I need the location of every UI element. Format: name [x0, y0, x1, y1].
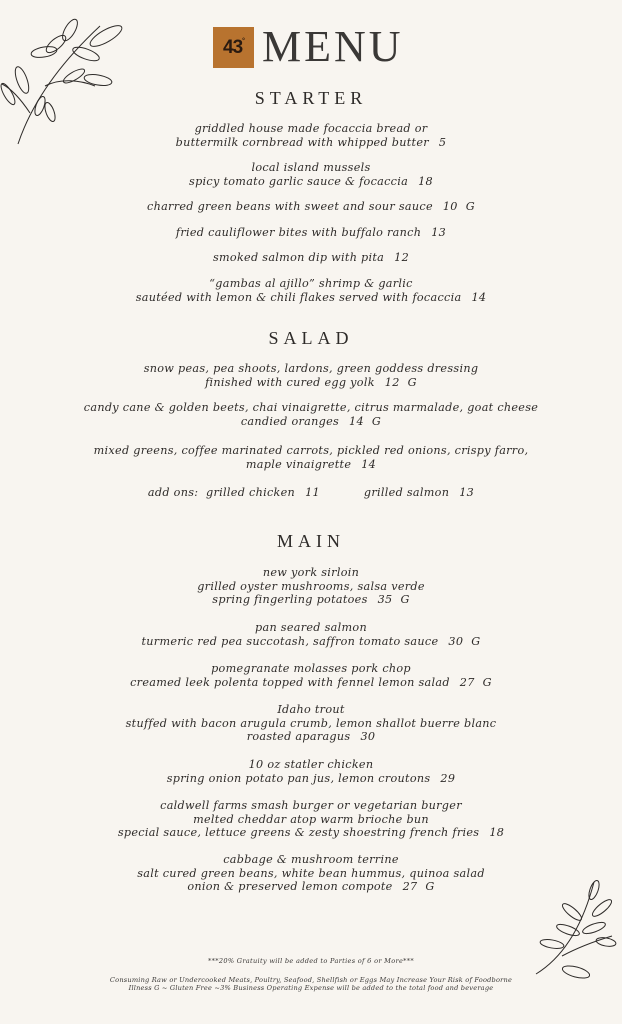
menu-item — [0, 401, 622, 428]
item-line: special sauce, lettuce greens & zesty shoestring french fries — [117, 826, 480, 839]
item-price: 27 — [402, 880, 418, 893]
menu-item — [0, 161, 622, 188]
item-line: fried cauliflower bites with buffalo ranch — [175, 226, 422, 239]
item-line: smoked salmon dip with pita — [212, 251, 385, 264]
item-line: spring onion potato pan jus, lemon croutons — [166, 771, 431, 785]
item-price: 14 — [471, 290, 487, 304]
logo-number: 43 — [223, 37, 243, 58]
add-on-chicken: grilled chicken — [206, 486, 296, 499]
item-price: 13 — [431, 226, 447, 239]
item-price: 27 — [459, 675, 475, 689]
item-line: snow peas, pea shoots, lardons, green goddess dressing — [143, 362, 479, 375]
item-line: onion & preserved lemon compote — [187, 880, 393, 893]
leaf-branch-icon — [532, 878, 618, 986]
item-price: 12 — [394, 251, 409, 264]
item-price: 12 — [384, 375, 400, 389]
item-line: pomegranate molasses pork chop — [211, 662, 411, 675]
warning-line: Illness G ~ Gluten Free ~3% Business Operating Expense will be added to the total food and beverage — [128, 984, 494, 992]
item-price: 30 — [360, 730, 376, 743]
warning-line: Consuming Raw or Undercooked Meats, Poultry, Seafood, Shellfish or Eggs May Increase Your Risk of Foodborne — [109, 976, 513, 984]
item-price: 18 — [418, 174, 433, 188]
menu-item — [0, 251, 622, 265]
gratuity-note: ***20% Gratuity will be added to Parties of 6 or More*** — [208, 957, 414, 965]
section-title-salad: SALAD — [268, 328, 354, 348]
item-line: finished with cured egg yolk — [205, 375, 375, 389]
menu-item — [0, 277, 622, 304]
menu-item — [0, 621, 622, 648]
item-line: charred green beans with sweet and sour sauce — [147, 200, 433, 213]
menu-header — [0, 22, 622, 71]
menu-item — [0, 122, 622, 149]
add-ons — [0, 486, 622, 500]
item-line: melted cheddar atop warm brioche bun — [193, 812, 429, 826]
footer — [0, 957, 622, 965]
item-line: new york sirloin — [262, 566, 360, 579]
item-line: maple vinaigrette — [245, 457, 352, 471]
item-line: candy cane & golden beets, chai vinaigrette, citrus marmalade, goat cheese — [83, 401, 539, 414]
gluten-free-mark: G — [465, 200, 475, 213]
item-price: 18 — [489, 826, 505, 839]
page-title: MENU — [262, 22, 404, 71]
item-line: turmeric red pea succotash, saffron tomato sauce — [141, 634, 439, 648]
add-ons-label: add ons: — [147, 486, 199, 499]
menu-item — [0, 444, 622, 471]
item-price: 29 — [440, 771, 456, 785]
menu-item — [0, 799, 622, 840]
item-line: griddled house made focaccia bread or — [194, 122, 428, 135]
item-line: mixed greens, coffee marinated carrots, pickled red onions, crispy farro, — [93, 444, 529, 457]
gluten-free-mark: G — [471, 634, 481, 648]
item-price: 10 — [442, 200, 458, 213]
section-title-main: MAIN — [277, 531, 345, 551]
item-line: cabbage & mushroom terrine — [223, 853, 399, 866]
item-line: “gambas al ajillo” shrimp & garlic — [209, 277, 413, 290]
item-line: grilled oyster mushrooms, salsa verde — [197, 579, 425, 593]
menu-item — [0, 853, 622, 894]
menu-item — [0, 703, 622, 744]
item-line: stuffed with bacon arugula crumb, lemon shallot buerre blanc — [125, 716, 497, 730]
item-line: local island mussels — [251, 161, 371, 174]
gluten-free-mark: G — [407, 375, 417, 389]
menu-item — [0, 758, 622, 785]
item-line: creamed leek polenta topped with fennel lemon salad — [130, 675, 450, 689]
add-on-salmon-price: 13 — [459, 486, 475, 499]
item-line: sautéed with lemon & chili flakes served with focaccia — [135, 290, 462, 304]
item-line: caldwell farms smash burger or vegetarian burger — [160, 799, 462, 812]
menu-item — [0, 566, 622, 607]
gluten-free-mark: G — [482, 675, 492, 689]
restaurant-logo — [213, 27, 254, 68]
add-on-chicken-price: 11 — [305, 486, 320, 499]
footer-warning — [0, 976, 622, 992]
menu-item — [0, 226, 622, 240]
item-line: roasted aparagus — [246, 730, 351, 743]
gluten-free-mark: G — [400, 593, 410, 606]
add-on-salmon: grilled salmon — [363, 486, 450, 499]
item-price: 35 — [377, 593, 393, 606]
menu-item — [0, 362, 622, 389]
item-price: 30 — [448, 634, 464, 648]
gluten-free-mark: G — [425, 880, 435, 893]
item-price: 14 — [349, 414, 364, 428]
item-line: spring fingerling potatoes — [212, 593, 368, 606]
logo-mark: ° — [242, 38, 244, 45]
menu-item — [0, 662, 622, 689]
item-line: pan seared salmon — [255, 621, 367, 634]
gluten-free-mark: G — [371, 414, 382, 428]
item-line: 10 oz statler chicken — [248, 758, 374, 771]
item-price: 5 — [438, 135, 447, 149]
item-line: candied oranges — [240, 414, 340, 428]
item-line: Idaho trout — [277, 703, 345, 716]
item-line: buttermilk cornbread with whipped butter — [175, 135, 429, 149]
section-title-starter: STARTER — [254, 88, 368, 108]
item-line: spicy tomato garlic sauce & focaccia — [189, 174, 409, 188]
item-price: 14 — [361, 457, 377, 471]
menu-item — [0, 200, 622, 214]
item-line: salt cured green beans, white bean hummus, quinoa salad — [137, 866, 485, 880]
